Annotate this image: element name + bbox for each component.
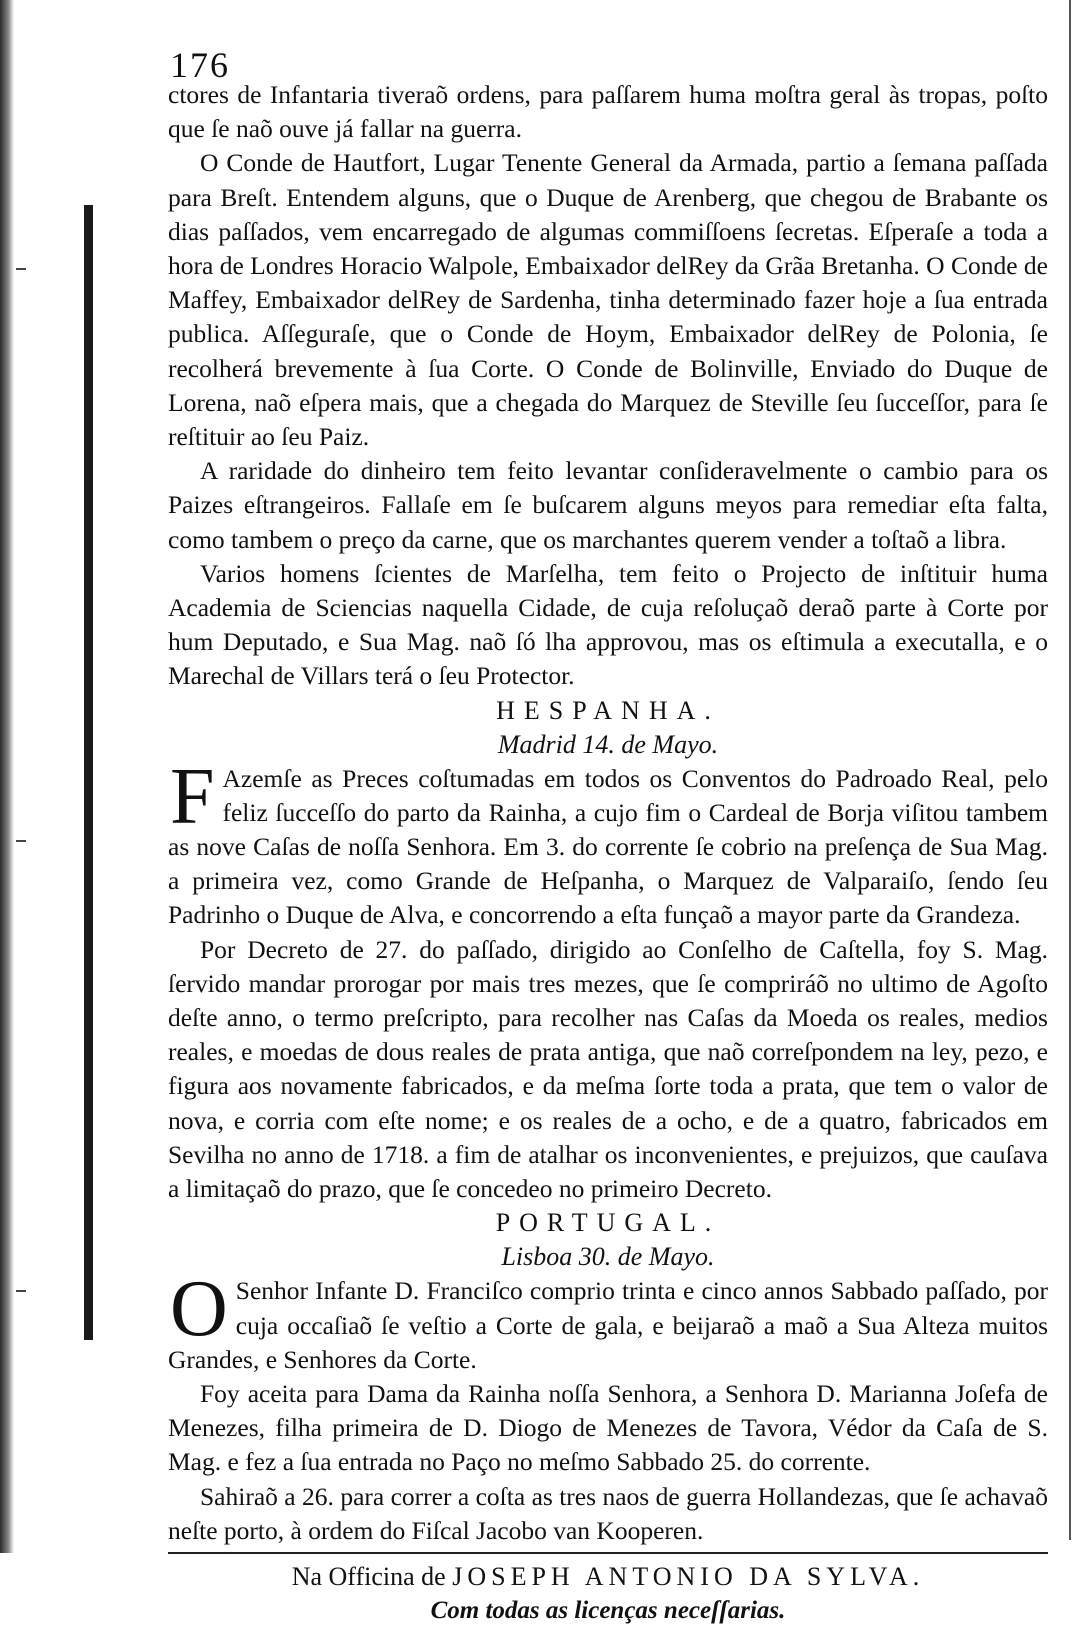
paragraph: ctores de Infantaria tiveraõ ordens, para paſſarem huma moſtra geral às tropas, poſto que ſe naõ ouve já fallar na guerra. <box>168 80 1048 144</box>
section-heading-hespanha: HESPANHA. <box>496 695 720 725</box>
margin-tick <box>16 268 26 270</box>
imprint-prefix: Na Officina de <box>291 1561 446 1591</box>
right-border-rule <box>1069 0 1071 1540</box>
imprint-line <box>168 1560 1048 1594</box>
margin-tick <box>16 840 26 842</box>
paragraph: A raridade do dinheiro tem feito levantar conſideravelmente o cambio para os Paizes eſtrangeiros. Fallaſe em ſe buſcarem alguns meyos para remediar eſta falta, como tambem o preço da carne, que os marchantes querem vender a toſtaõ a libra. <box>168 456 1048 554</box>
paragraph: OSenhor Infante D. Franciſco comprio trinta e cinco annos Sabbado paſſado, por cuja occaſiaõ ſe veſtio a Corte de gala, e beijaraõ a maõ a Sua Alteza muitos Grandes, e Senhores da Corte. <box>168 1265 1048 1374</box>
page-number: 176 <box>170 45 230 85</box>
article-text <box>168 78 1048 1628</box>
scan-left-edge <box>0 0 14 1553</box>
paragraph: Varios homens ſcientes de Marſelha, tem feito o Projecto de inſtituir huma Academia de Sciencias naquella Cidade, de cuja reſoluçaõ deraõ parte à Corte por hum Deputado, e Sua Mag. naõ ſó lha approvou, mas os eſtimula a executalla, e o Marechal de Villars terá o ſeu Protector. <box>168 558 1048 691</box>
paragraph: O Conde de Hautfort, Lugar Tenente General da Armada, partio a ſemana paſſada para Breſt. Entendem alguns, que o Duque de Arenberg, que chegou de Brabante os dias paſſados, vem encarregado de algumas commiſſoens ſecretas. Eſperaſe a toda a hora de Londres Horacio Walpole, Embaixador delRey da Grãa Bretanha. O Conde de Maffey, Embaixador delRey de Sardenha, tinha determinado fazer hoje a ſua entrada publica. Aſſeguraſe, que o Conde de Hoym, Embaixador delRey de Polonia, ſe recolherá brevemente à ſua Corte. O Conde de Bolinville, Enviado do Duque de Lorena, naõ eſpera mais, que a chegada do Marquez de Steville ſeu ſucceſſor, para ſe reſtituir ao ſeu Paiz. <box>168 148 1048 452</box>
margin-tick <box>16 1290 26 1292</box>
printer-name: JOSEPH ANTONIO DA SYLVA. <box>452 1561 925 1591</box>
paragraph: Sahiraõ a 26. para correr a coſta as tres naos de guerra Hollandezas, que ſe achavaõ neſte porto, à ordem do Fiſcal Jacobo van Kooperen. <box>168 1481 1048 1545</box>
paragraph: Foy aceita para Dama da Rainha noſſa Senhora, a Senhora D. Marianna Joſefa de Menezes, filha primeira de D. Diogo de Menezes de Tavora, Védor da Caſa de S. Mag. e fez a ſua entrada no Paço no meſmo Sabbado 25. do corrente. <box>168 1378 1048 1477</box>
section-heading-portugal: PORTUGAL. <box>495 1208 721 1238</box>
dateline-lisboa: Lisboa 30. de Mayo. <box>501 1242 715 1272</box>
paragraph: FAzemſe as Preces coſtumadas em todos os Conventos do Padroado Real, pelo feliz ſucceſſo do parto da Rainha, a cujo fim o Cardeal de Borja viſitou tambem as nove Caſas de noſſa Senhora. Em 3. do corrente ſe cobrio na preſença de Sua Mag. a primeira vez, como Grande de Heſpanha, o Marquez de Valparaiſo, ſendo ſeu Padrinho o Duque de Alva, e concorrendo a eſta funçaõ a mayor parte da Grandeza. <box>168 752 1048 930</box>
dateline-madrid: Madrid 14. de Mayo. <box>497 729 719 759</box>
license-line: Com todas as licenças neceſſarias. <box>430 1596 786 1624</box>
paragraph: Por Decreto de 27. do paſſado, dirigido ao Conſelho de Caſtella, foy S. Mag. ſervido mandar prorogar por mais tres mezes, que ſe compriráõ no ultimo de Agoſto deſte anno, o termo preſcripto, para recolher nas Caſas da Moeda os reales, medios reales, e moedas de dous reales de prata antiga, que naõ correſpondem na ley, pezo, e figura aos novamente fabricados, e da meſma ſorte toda a prata, que tem o valor de nova, e corria com eſte nome; e os reales de a ocho, e de a quatro, fabricados em Sevilha no anno de 1718. a fim de atalhar os inconvenientes, e prejuizos, que cauſava a limitaçaõ do prazo, que ſe concedeo no primeiro Decreto. <box>168 934 1048 1204</box>
binding-shadow <box>84 205 93 1340</box>
